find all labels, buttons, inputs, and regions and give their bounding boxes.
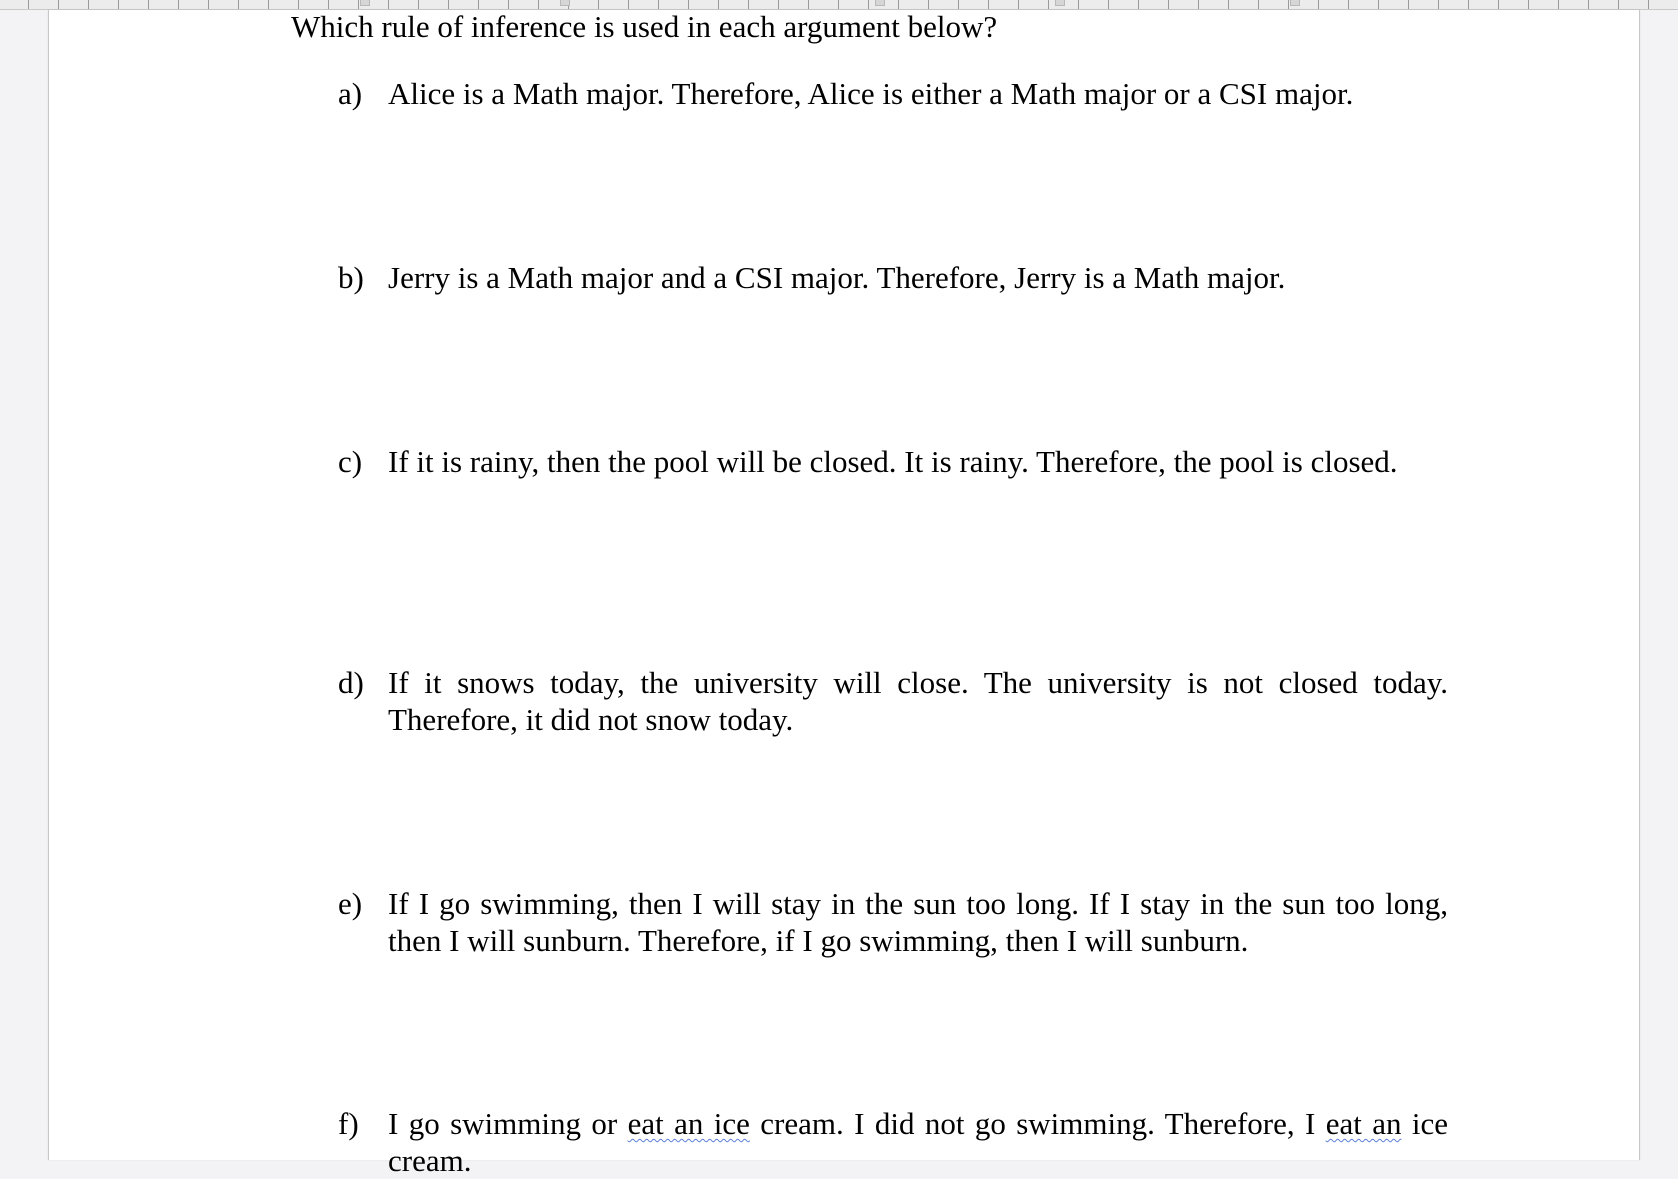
ruler-tick (1378, 0, 1379, 9)
list-item-text: If it snows today, the university will close. The university is not closed today. Therefore, it did not snow today. (388, 665, 1448, 737)
ruler-tick (1558, 0, 1559, 9)
list-item-label: d) (338, 665, 364, 700)
ruler-tick (1648, 0, 1649, 9)
ruler-tick (1528, 0, 1529, 9)
ruler-tick (688, 0, 689, 9)
ruler-tick (958, 0, 959, 9)
ruler-tick (778, 0, 779, 9)
ruler-tab-stop[interactable] (875, 0, 885, 6)
text-run: cream. I did not go swimming. Therefore, I (749, 1106, 1326, 1141)
ruler-tick (1348, 0, 1349, 9)
list-item-label: e) (338, 886, 363, 921)
list-item-text: If I go swimming, then I will stay in the sun too long. If I stay in the sun too long, then I will sunburn. Therefore, if I go swimming, then I will sunburn. (388, 886, 1448, 958)
ruler-tick (1078, 0, 1079, 9)
ruler-tab-stop[interactable] (1290, 0, 1300, 6)
ruler-tick (58, 0, 59, 9)
ruler-tab-stop[interactable] (1055, 0, 1065, 6)
list-item-text: If it is rainy, then the pool will be closed. It is rainy. Therefore, the pool is closed. (388, 444, 1398, 479)
list-item-text: Alice is a Math major. Therefore, Alice is either a Math major or a CSI major. (388, 76, 1354, 111)
ruler-tick (808, 0, 809, 9)
list-item-label: c) (338, 444, 363, 479)
question-heading: Which rule of inference is used in each argument below? (291, 9, 998, 44)
text-run: ice cream. (388, 1106, 1448, 1178)
ruler-tick (1258, 0, 1259, 9)
list-item-label: b) (338, 260, 364, 295)
ruler-tick (628, 0, 629, 9)
list-item-a (338, 75, 1448, 112)
ruler-tick (1408, 0, 1409, 9)
ruler-tick (718, 0, 719, 9)
ruler-tick (118, 0, 119, 9)
ruler-tick (1618, 0, 1619, 9)
ruler-tick (538, 0, 539, 9)
spellcheck-flagged-text[interactable]: eat an (1325, 1106, 1402, 1141)
ruler-tick (238, 0, 239, 9)
ruler-tick (298, 0, 299, 9)
ruler-tick (898, 0, 899, 9)
list-item-e (338, 885, 1448, 959)
list-item-text (388, 1105, 1448, 1179)
ruler-tick (358, 0, 359, 9)
list-item-c (338, 443, 1448, 480)
list-item-f (338, 1105, 1448, 1179)
ruler-tick (1198, 0, 1199, 9)
ruler-tick (1018, 0, 1019, 9)
list-item-d (338, 664, 1448, 738)
ruler-tick (1438, 0, 1439, 9)
spellcheck-flagged-text[interactable]: eat an ice (627, 1106, 750, 1141)
text-run: I go swimming or (388, 1106, 628, 1141)
ruler-tick (148, 0, 149, 9)
ruler-tick (1168, 0, 1169, 9)
list-item-label: f) (338, 1106, 359, 1141)
document-page[interactable] (48, 9, 1640, 1178)
ruler-tick (178, 0, 179, 9)
ruler-tick (1228, 0, 1229, 9)
ruler-tick (448, 0, 449, 9)
ruler-tick (508, 0, 509, 9)
ruler-tick (988, 0, 989, 9)
ruler-tab-stop[interactable] (560, 0, 570, 6)
list-item-b (338, 259, 1448, 296)
ruler-tab-stop[interactable] (360, 0, 370, 6)
ruler-tick (658, 0, 659, 9)
ruler-tick (388, 0, 389, 9)
ruler-tick (88, 0, 89, 9)
ruler-tick (748, 0, 749, 9)
ruler-tick (1288, 0, 1289, 9)
ruler-tick (28, 0, 29, 9)
ruler-tick (1588, 0, 1589, 9)
ruler-tick (598, 0, 599, 9)
ruler-tick (1108, 0, 1109, 9)
ruler-tick (928, 0, 929, 9)
ruler-tick (1468, 0, 1469, 9)
ruler-tick (328, 0, 329, 9)
ruler-tick (1048, 0, 1049, 9)
ruler-tick (838, 0, 839, 9)
ruler-tick (418, 0, 419, 9)
ruler-tick (268, 0, 269, 9)
ruler-tick (1318, 0, 1319, 9)
list-item-text: Jerry is a Math major and a CSI major. Therefore, Jerry is a Math major. (388, 260, 1286, 295)
ruler-tick (868, 0, 869, 9)
ruler-tick (1498, 0, 1499, 9)
ruler-tick (478, 0, 479, 9)
ruler-tick (208, 0, 209, 9)
list-item-label: a) (338, 76, 363, 111)
ruler-tick (1138, 0, 1139, 9)
